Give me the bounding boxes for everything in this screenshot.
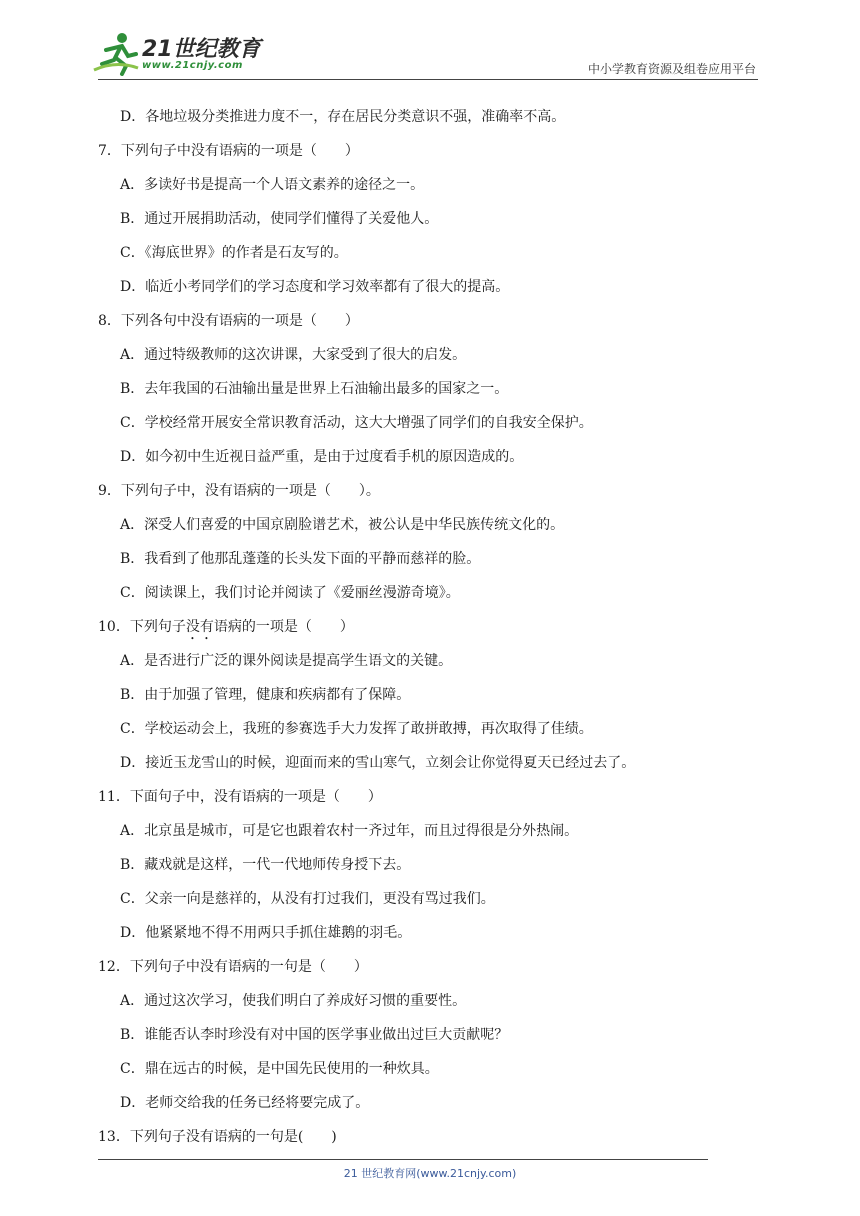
site-logo: [92, 30, 272, 78]
q11-option-d: D．他紧紧地不得不用两只手抓住雄鹅的羽毛。: [120, 925, 412, 941]
q8-option-c: C．学校经常开展安全常识教育活动，这大大增强了同学们的自我安全保护。: [120, 415, 593, 431]
q8-option-b: B．去年我国的石油输出量是世界上石油输出最多的国家之一。: [120, 381, 509, 397]
question-11-stem: 11．下面句子中，没有语病的一项是（ ）: [98, 789, 382, 805]
q10-option-a: A．是否进行广泛的课外阅读是提高学生语文的关键。: [120, 653, 453, 669]
runner-logo-icon: [92, 30, 140, 76]
q8-option-d: D．如今初中生近视日益严重，是由于过度看手机的原因造成的。: [120, 449, 524, 465]
q12-option-b: B．谁能否认李时珍没有对中国的医学事业做出过巨大贡献呢？: [120, 1027, 509, 1043]
q7-option-a: A．多读好书是提高一个人语文素养的途径之一。: [120, 177, 425, 193]
q8-option-a: A．通过特级教师的这次讲课，大家受到了很大的启发。: [120, 347, 467, 363]
q10-stem-emphasis: 没有: [185, 619, 214, 635]
q9-option-a: A．深受人们喜爱的中国京剧脸谱艺术，被公认是中华民族传统文化的。: [120, 517, 565, 533]
q11-option-a: A．北京虽是城市，可是它也跟着农村一齐过年，而且过得很是分外热闹。: [120, 823, 579, 839]
q12-option-c: C．鼎在远古的时候，是中国先民使用的一种炊具。: [120, 1061, 439, 1077]
page-header: [0, 0, 860, 82]
q12-option-a: A．通过这次学习，使我们明白了养成好习惯的重要性。: [120, 993, 467, 1009]
question-12-stem: 12．下列句子中没有语病的一句是（ ）: [98, 959, 368, 975]
question-9-stem: 9．下列句子中，没有语病的一项是（ ）。: [98, 483, 380, 499]
q9-option-c: C．阅读课上，我们讨论并阅读了《爱丽丝漫游奇境》。: [120, 585, 460, 601]
q10-stem-suffix: 语病的一项是（ ）: [213, 619, 354, 635]
platform-name: 中小学教育资源及组卷应用平台: [587, 62, 756, 76]
q11-option-b: B．藏戏就是这样，一代一代地师传身授下去。: [120, 857, 411, 873]
q6-option-d: D．各地垃圾分类推进力度不一，存在居民分类意识不强，准确率不高。: [120, 109, 566, 125]
q10-option-b: B．由于加强了管理，健康和疾病都有了保障。: [120, 687, 411, 703]
question-8-stem: 8．下列各句中没有语病的一项是（ ）: [98, 313, 359, 329]
q11-option-c: C．父亲一向是慈祥的，从没有打过我们，更没有骂过我们。: [120, 891, 495, 907]
logo-url: www.21cnjy.com: [142, 60, 243, 71]
q7-option-d: D．临近小考同学们的学习态度和学习效率都有了很大的提高。: [120, 279, 510, 295]
q9-option-b: B．我看到了他那乱蓬蓬的长头发下面的平静而慈祥的脸。: [120, 551, 481, 567]
question-list: [98, 100, 738, 1154]
q10-stem-prefix: 10．下列句子: [98, 619, 186, 635]
q10-option-d: D．接近玉龙雪山的时候，迎面而来的雪山寒气，立刻会让你觉得夏天已经过去了。: [120, 755, 636, 771]
q10-option-c: C．学校运动会上，我班的参赛选手大力发挥了敢拼敢搏，再次取得了佳绩。: [120, 721, 593, 737]
logo-text: 21世纪教育: [142, 37, 261, 62]
question-10-stem: [98, 610, 738, 644]
q7-option-b: B．通过开展捐助活动，使同学们懂得了关爱他人。: [120, 211, 439, 227]
footer-divider: [98, 1159, 708, 1160]
q12-option-d: D．老师交给我的任务已经将要完成了。: [120, 1095, 370, 1111]
header-divider: [98, 79, 758, 80]
page-footer: 21 世纪教育网(www.21cnjy.com): [343, 1167, 517, 1180]
question-13-stem: 13．下列句子没有语病的一句是( ): [98, 1129, 337, 1145]
q7-option-c: C．《海底世界》的作者是石友写的。: [120, 245, 348, 261]
question-7-stem: 7．下列句子中没有语病的一项是（ ）: [98, 143, 359, 159]
